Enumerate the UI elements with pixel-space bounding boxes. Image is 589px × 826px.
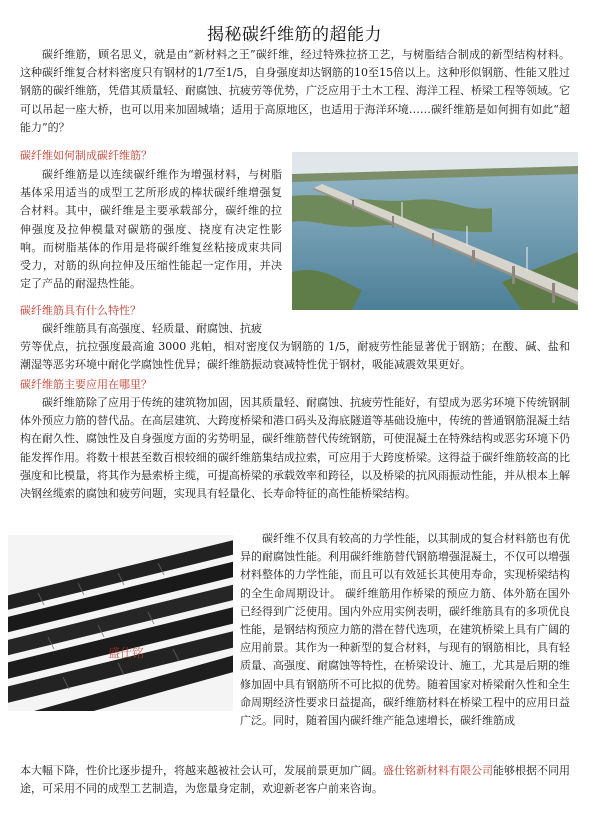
- answer-bridge-use: 碳纤维不仅具有较高的力学性能，以其制成的复合材料筋也有优异的耐腐蚀性能。利用碳纤维筋替代钢筋增强混凝土，不仅可以增强材料整体的力学性能，而且可以有效延长其使用寿命，实现桥梁结构的全生命周期设计。 碳纤维筋用作桥梁的预应力筋、体外筋在国外已经得到广泛使用。国内外应用实例表明，碳纤维筋具有的多项优良性能，是钢结构预应力筋的潜在替代选项，在建筑桥梁上具有广阔的应用前景。其作为一种新型的复合材料，与现有的钢筋相比，具有轻质量、高强度、耐腐蚀等特性，在桥梁设计、施工，尤其是后期的维修加固中具有钢筋所不可比拟的优势。随着国家对桥梁耐久性和全生命周期经济性要求日益提高，碳纤维筋材料在桥梁工程中的应用日益广泛。同时，随着国内碳纤维产能急速增长，碳纤维筋成: [240, 532, 570, 728]
- watermark-text: 盛仕铭: [108, 646, 145, 660]
- answer-applications: 碳纤维筋除了应用于传统的建筑物加固，因其质量轻、耐腐蚀、抗疲劳性能好，有望成为恶劣环境下传统钢制体外预应力筋的替代品。在高层建筑、大跨度桥梁和港口码头及海底隧道等基础设施中，传统的普通钢筋混凝土结构在耐久性、腐蚀性及自身强度方面的劣势明显，碳纤维筋替代传统钢筋，可使混凝土在特殊结构或恶劣环境下仍能发挥作用。将数十根甚至数百根较细的碳纤维筋集结成拉索，可应用于大跨度桥梁。这得益于碳纤维筋较高的比强度和比模量，将其作为悬索桥主缆，可提高桥梁的承载效率和跨径，以及桥梁的抗风雨振动性能，并从根本上解决钢丝缆索的腐蚀和疲劳问题，实现具有轻量化、长寿命特征的高性能桥梁结构。: [20, 396, 570, 501]
- heading-applications: 碳纤维筋主要应用在哪里？: [20, 378, 152, 391]
- answer-properties: 劳等优点，抗拉强度最高逾 3000 兆帕，相对密度仅为钢筋的 1/5，耐疲劳性能显著优于钢筋；在酸、碱、盐和潮湿等恶劣环境中耐化学腐蚀性优异；碳纤维筋振动衰减特性优于钢材，吸能减震效果更好。: [20, 340, 570, 372]
- answer-properties-line1: 碳纤维筋具有高强度、轻质量、耐腐蚀、抗疲: [42, 322, 262, 335]
- closing-text-b: 能够根据不同用途，可采用不同的成型工艺制造，为您量身定制，欢迎新老客户前来咨询。: [20, 764, 570, 796]
- heading-properties: 碳纤维筋具有什么特性？: [20, 304, 141, 317]
- rebar-illustration: [8, 535, 233, 711]
- closing-paragraph: [20, 762, 570, 798]
- company-name: 盛仕铭新材料有限公司: [383, 764, 493, 777]
- intro-paragraph: 碳纤维筋，顾名思义，就是由“新材料之王”碳纤维，经过特殊拉挤工艺，与树脂结合制成的新型结构材料。这种碳纤维复合材料密度只有钢材的1/7至1/5，自身强度却达钢筋的10至15倍以上。这种形似钢筋、性能又胜过钢筋的碳纤维筋，凭借其质量轻、耐腐蚀、抗疲劳等优势，广泛应用于土木工程、海洋工程、桥梁工程等领域。它可以吊起一座大桥，也可以用来加固城墙；适用于高原地区，也适用于海洋环境……碳纤维筋是如何拥有如此“超能力”的？: [20, 48, 570, 134]
- heading-how-made: 碳纤维如何制成碳纤维筋？: [20, 149, 152, 162]
- answer-how-made: 碳纤维筋是以连续碳纤维作为增强材料，与树脂基体采用适当的成型工艺所形成的棒状碳纤维增强复合材料。其中，碳纤维是主要承载部分，碳纤维的拉伸强度及拉伸模量对碳筋的强度、挠度有决定性影响。而树脂基体的作用是将碳纤维复丝粘接成束共同受力，对筋的纵向拉伸及压缩性能起一定作用，并决定了产品的耐湿热性能。: [20, 168, 282, 291]
- bridge-illustration: [292, 152, 578, 310]
- closing-text-a: 本大幅下降，性价比逐步提升，将越来越被社会认可，发展前景更加广阔。: [20, 764, 383, 777]
- bridge-photo: [292, 152, 578, 310]
- page-title: 揭秘碳纤维筋的超能力: [207, 25, 382, 45]
- rebar-photo: [8, 535, 233, 711]
